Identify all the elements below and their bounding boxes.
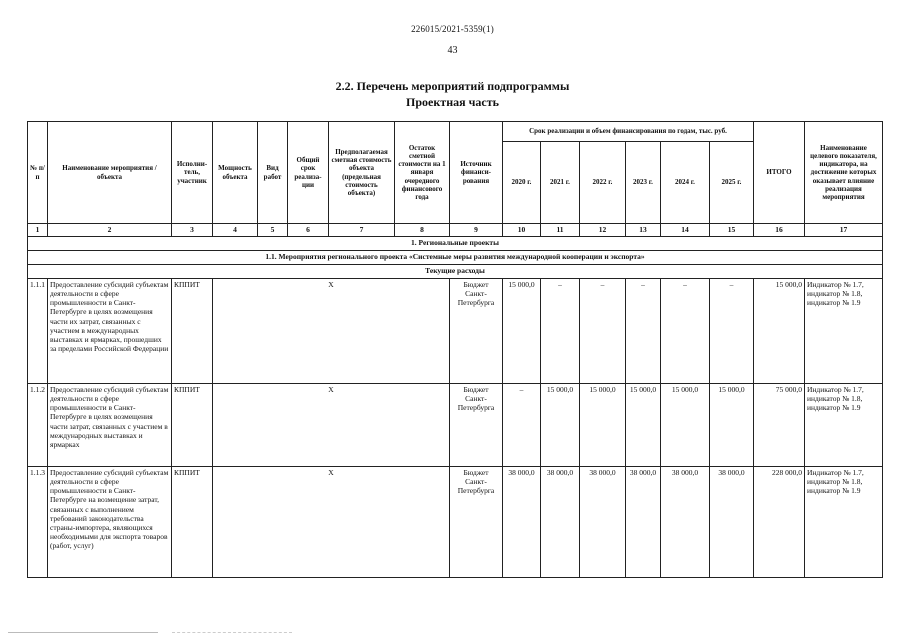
column-number: 14 <box>661 224 710 237</box>
column-number: 16 <box>754 224 805 237</box>
section-subtitle: Проектная часть <box>406 95 499 109</box>
row-num: 1.1.1 <box>28 279 48 384</box>
row-executor: КППИТ <box>172 279 213 384</box>
column-number: 8 <box>395 224 450 237</box>
col-header-num: № п/п <box>28 122 48 224</box>
row-value-2025: – <box>710 279 754 384</box>
row-name: Предоставление субсидий субъектам деятельности в сфере промышленности в Санкт-Петербурге в целях возмещения части их затрат, связанных с участием в международных выставках и ярмарках, прошедших за пределами Российской Федерации <box>48 279 172 384</box>
col-header-year: 2020 г. <box>503 142 541 224</box>
row-total: 15 000,0 <box>754 279 805 384</box>
table-row <box>28 384 883 467</box>
col-header-year: 2022 г. <box>580 142 626 224</box>
table-row <box>28 467 883 578</box>
row-value-2021: 15 000,0 <box>541 384 580 467</box>
section-row <box>28 237 883 251</box>
row-indicator: Индикатор № 1.7, индикатор № 1.8, индикатор № 1.9 <box>805 384 883 467</box>
activities-table <box>27 121 883 578</box>
row-indicator: Индикатор № 1.7, индикатор № 1.8, индикатор № 1.9 <box>805 279 883 384</box>
col-header-work-type: Вид работ <box>258 122 288 224</box>
column-number: 4 <box>213 224 258 237</box>
section-regional-project-1-1: 1.1. Мероприятия регионального проекта «Системные меры развития международной кооперации и экспорта» <box>28 251 883 265</box>
col-header-funding-group: Срок реализации и объем финансирования по годам, тыс. руб. <box>503 122 754 142</box>
row-value-2025: 15 000,0 <box>710 384 754 467</box>
document-number: 226015/2021-5359(1) <box>411 24 494 34</box>
row-num: 1.1.2 <box>28 384 48 467</box>
section-title: 2.2. Перечень мероприятий подпрограммы <box>335 79 570 93</box>
row-total: 228 000,0 <box>754 467 805 578</box>
column-number: 10 <box>503 224 541 237</box>
row-value-2024: 38 000,0 <box>661 467 710 578</box>
column-number: 11 <box>541 224 580 237</box>
col-header-indicator: Наименование целевого показателя, индикатора, на достижение которых оказывает влияние реализация мероприятия <box>805 122 883 224</box>
row-value-2020: 38 000,0 <box>503 467 541 578</box>
section-row <box>28 251 883 265</box>
col-header-year: 2025 г. <box>710 142 754 224</box>
scan-edge-line <box>8 632 158 633</box>
row-mark: Х <box>213 467 450 578</box>
row-mark: Х <box>213 384 450 467</box>
column-number: 15 <box>710 224 754 237</box>
section-current-expenses: Текущие расходы <box>28 265 883 279</box>
row-executor: КППИТ <box>172 384 213 467</box>
row-value-2022: 15 000,0 <box>580 384 626 467</box>
row-mark: Х <box>213 279 450 384</box>
col-header-remainder: Остаток сметной стоимости на 1 января очередного финансового года <box>395 122 450 224</box>
col-header-year: 2024 г. <box>661 142 710 224</box>
col-header-total: ИТОГО <box>754 122 805 224</box>
row-value-2025: 38 000,0 <box>710 467 754 578</box>
row-source: Бюджет Санкт-Петербурга <box>450 279 503 384</box>
row-executor: КППИТ <box>172 467 213 578</box>
column-number: 9 <box>450 224 503 237</box>
col-header-year: 2021 г. <box>541 142 580 224</box>
row-source: Бюджет Санкт-Петербурга <box>450 467 503 578</box>
column-numbers-row <box>28 224 883 237</box>
column-number: 1 <box>28 224 48 237</box>
row-value-2023: – <box>626 279 661 384</box>
column-number: 7 <box>329 224 395 237</box>
column-number: 12 <box>580 224 626 237</box>
row-value-2020: 15 000,0 <box>503 279 541 384</box>
row-value-2020: – <box>503 384 541 467</box>
table-row <box>28 279 883 384</box>
scan-edge-dots <box>172 632 292 633</box>
row-value-2023: 15 000,0 <box>626 384 661 467</box>
col-header-source: Источник финанси-рования <box>450 122 503 224</box>
row-value-2022: – <box>580 279 626 384</box>
column-number: 17 <box>805 224 883 237</box>
col-header-executor: Исполни-тель, участник <box>172 122 213 224</box>
row-indicator: Индикатор № 1.7, индикатор № 1.8, индикатор № 1.9 <box>805 467 883 578</box>
col-header-year: 2023 г. <box>626 142 661 224</box>
row-value-2024: – <box>661 279 710 384</box>
section-row <box>28 265 883 279</box>
row-total: 75 000,0 <box>754 384 805 467</box>
row-name: Предоставление субсидий субъектам деятельности в сфере промышленности в Санкт-Петербурге на возмещение затрат, связанных с выполнением требований законодательства страны-импортера, являющихся необходимыми для экспорта товаров (работ, услуг) <box>48 467 172 578</box>
section-regional-projects: 1. Региональные проекты <box>28 237 883 251</box>
col-header-cost: Предполагаемая сметная стоимость объекта (предельная стоимость объекта) <box>329 122 395 224</box>
row-value-2021: 38 000,0 <box>541 467 580 578</box>
page-number: 43 <box>447 45 458 56</box>
column-number: 5 <box>258 224 288 237</box>
column-number: 6 <box>288 224 329 237</box>
row-source: Бюджет Санкт-Петербурга <box>450 384 503 467</box>
col-header-term: Общий срок реализа-ции <box>288 122 329 224</box>
row-value-2021: – <box>541 279 580 384</box>
col-header-name: Наименование мероприятия / объекта <box>48 122 172 224</box>
column-number: 13 <box>626 224 661 237</box>
row-num: 1.1.3 <box>28 467 48 578</box>
row-name: Предоставление субсидий субъектам деятельности в сфере промышленности в Санкт-Петербурге в целях возмещения части затрат, связанных с участием в международных выставках и ярмарках <box>48 384 172 467</box>
row-value-2024: 15 000,0 <box>661 384 710 467</box>
col-header-capacity: Мощность объекта <box>213 122 258 224</box>
row-value-2022: 38 000,0 <box>580 467 626 578</box>
row-value-2023: 38 000,0 <box>626 467 661 578</box>
column-number: 3 <box>172 224 213 237</box>
column-number: 2 <box>48 224 172 237</box>
